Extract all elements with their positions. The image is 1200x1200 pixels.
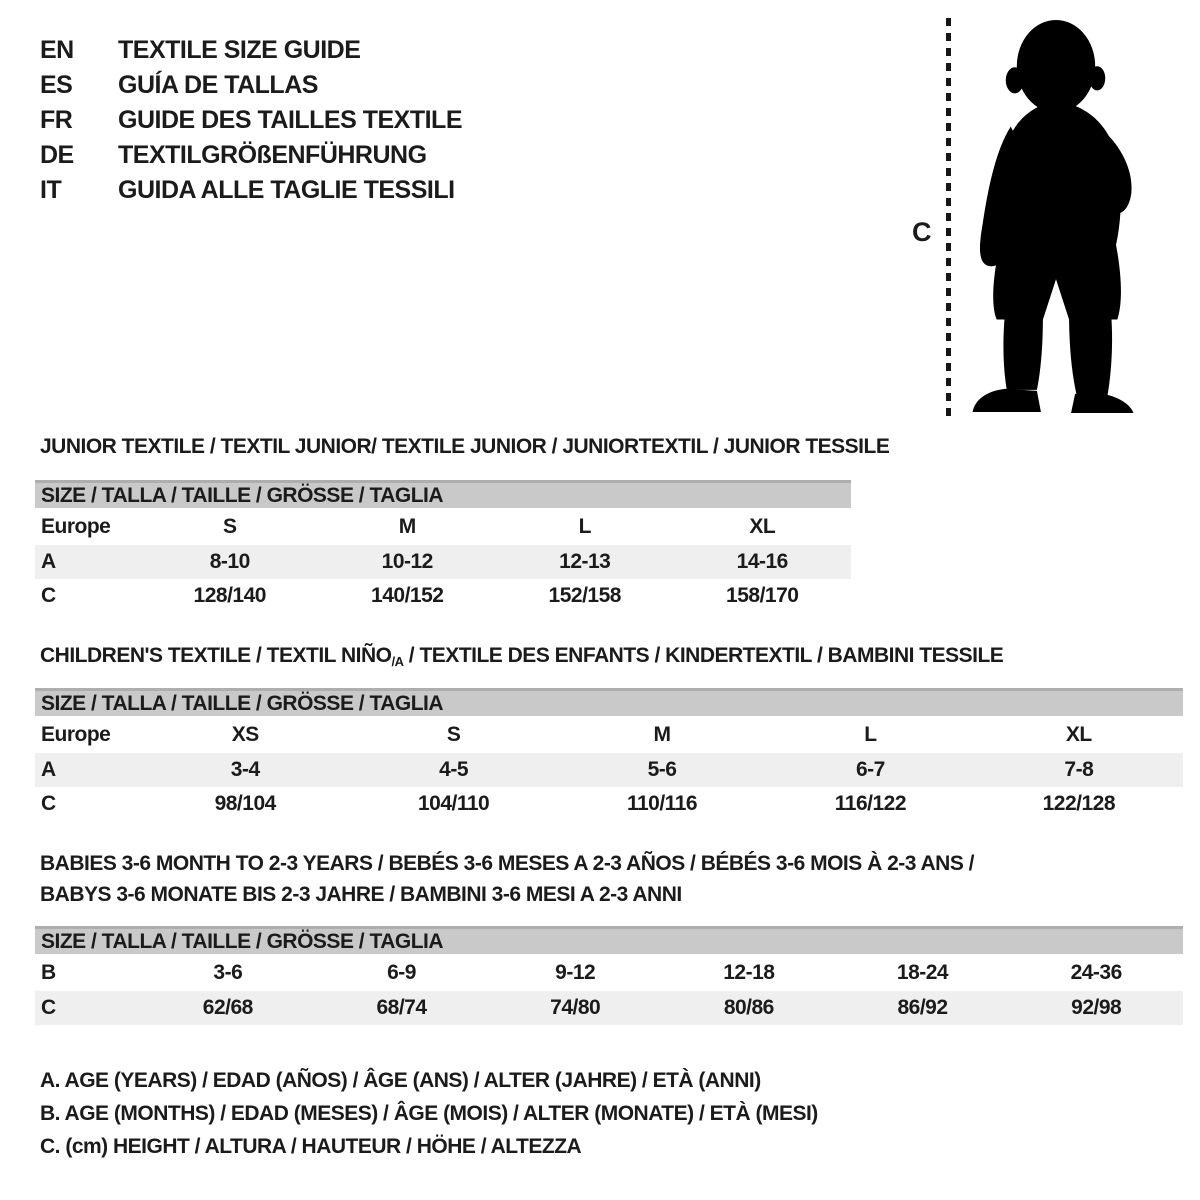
table-cell: 8-10 — [209, 550, 250, 573]
children-section-title — [40, 640, 1003, 677]
footnote-age-months: B. AGE (MONTHS) / EDAD (MESES) / ÂGE (MOIS) / ALTER (MONATE) / ETÀ (MESI) — [40, 1102, 818, 1125]
size-header-bar: SIZE / TALLA / TAILLE / GRÖSSE / TAGLIA — [35, 926, 1183, 954]
row-label: A — [41, 758, 56, 781]
table-cell: 5-6 — [647, 758, 677, 781]
lang-code: DE — [40, 141, 74, 169]
table-row-height — [35, 787, 1183, 821]
table-cell: L — [578, 514, 591, 538]
table-cell: XL — [1065, 722, 1092, 746]
table-cell: XL — [749, 514, 776, 538]
table-cell: 7-8 — [1064, 758, 1094, 781]
table-cell: S — [222, 514, 237, 538]
table-cell: 62/68 — [202, 996, 253, 1019]
table-cell: 74/80 — [550, 996, 601, 1019]
footnotes — [40, 1064, 818, 1163]
children-title-subscript: /A — [391, 654, 404, 669]
guide-title-de: TEXTILGRÖßENFÜHRUNG — [118, 141, 427, 169]
table-cell: 6-9 — [387, 960, 416, 984]
table-cell: 6-7 — [855, 758, 885, 781]
children-title-suffix: / TEXTILE DES ENFANTS / KINDERTEXTIL / BAMBINI TESSILE — [403, 644, 1004, 667]
table-cell: M — [653, 722, 671, 746]
lang-row-de — [40, 138, 462, 173]
table-cell: 110/116 — [626, 792, 698, 815]
guide-title-it: GUIDA ALLE TAGLIE TESSILI — [118, 176, 455, 204]
table-cell: 140/152 — [371, 584, 444, 607]
table-cell: 152/158 — [548, 584, 621, 607]
row-label: B — [41, 960, 56, 984]
table-cell: L — [864, 722, 877, 746]
row-label: Europe — [41, 722, 111, 746]
lang-code: EN — [40, 36, 74, 64]
table-cell: 3-6 — [213, 960, 243, 984]
table-cell: 24-36 — [1070, 960, 1122, 984]
lang-code: FR — [40, 106, 73, 134]
table-cell: 128/140 — [193, 584, 266, 607]
table-cell: 9-12 — [555, 960, 596, 984]
size-header-bar: SIZE / TALLA / TAILLE / GRÖSSE / TAGLIA — [35, 688, 1183, 716]
table-cell: 12-18 — [723, 960, 775, 984]
table-row-height — [35, 579, 851, 613]
size-header-bar: SIZE / TALLA / TAILLE / GRÖSSE / TAGLIA — [35, 480, 851, 508]
height-measure-label: C — [912, 217, 931, 247]
table-row-age — [35, 545, 851, 579]
table-cell: 104/110 — [417, 792, 490, 815]
table-cell: XS — [231, 722, 259, 746]
babies-size-table — [35, 926, 1183, 1025]
table-cell: 68/74 — [376, 996, 427, 1019]
lang-row-fr — [40, 103, 462, 138]
table-cell: 116/122 — [834, 792, 907, 815]
children-size-table — [35, 688, 1183, 821]
row-label: C — [41, 584, 56, 607]
guide-title-en: TEXTILE SIZE GUIDE — [118, 36, 361, 64]
junior-size-table — [35, 480, 851, 613]
table-cell: 122/128 — [1042, 792, 1116, 815]
table-cell: 14-16 — [736, 550, 788, 573]
table-cell: 18-24 — [896, 960, 949, 984]
table-cell: 86/92 — [897, 996, 948, 1019]
table-row-europe — [35, 508, 851, 545]
guide-title-es: GUÍA DE TALLAS — [118, 71, 318, 99]
lang-code: IT — [40, 176, 62, 204]
guide-title-fr: GUIDE DES TAILLES TEXTILE — [118, 106, 463, 134]
language-title-list — [40, 33, 462, 208]
lang-row-it — [40, 173, 462, 208]
table-cell: 4-5 — [439, 758, 469, 781]
footnote-age-years: A. AGE (YEARS) / EDAD (AÑOS) / ÂGE (ANS) / ALTER (JAHRE) / ETÀ (ANNI) — [40, 1069, 761, 1092]
junior-section-title: JUNIOR TEXTILE / TEXTIL JUNIOR/ TEXTILE JUNIOR / JUNIORTEXTIL / JUNIOR TESSILE — [40, 435, 890, 458]
table-cell: 3-4 — [230, 758, 260, 781]
row-label: Europe — [41, 514, 111, 538]
table-row-europe — [35, 716, 1183, 753]
table-cell: M — [398, 514, 416, 538]
lang-row-es — [40, 68, 462, 103]
footnote-height-cm: C. (cm) HEIGHT / ALTURA / HAUTEUR / HÖHE / ALTEZZA — [40, 1135, 582, 1158]
babies-title-line1: BABIES 3-6 MONTH TO 2-3 YEARS / BEBÉS 3-6 MESES A 2-3 AÑOS / BÉBÉS 3-6 MOIS À 2-3 ANS / — [40, 852, 975, 875]
lang-code: ES — [40, 71, 73, 99]
row-label: A — [41, 550, 56, 573]
babies-title-line2: BABYS 3-6 MONATE BIS 2-3 JAHRE / BAMBINI 3-6 MESI A 2-3 ANNI — [40, 883, 682, 906]
height-dashed-line — [946, 18, 951, 416]
toddler-silhouette-image — [960, 18, 1152, 420]
table-cell: 12-13 — [559, 550, 611, 573]
lang-row-en — [40, 33, 462, 68]
table-row-age — [35, 753, 1183, 787]
table-row-months — [35, 954, 1183, 991]
table-cell: 10-12 — [381, 550, 433, 573]
table-cell: S — [446, 722, 461, 746]
table-cell: 98/104 — [214, 792, 276, 815]
height-measure-figure — [900, 0, 1200, 430]
table-cell: 80/86 — [723, 996, 774, 1019]
table-cell: 92/98 — [1071, 996, 1122, 1019]
children-title-prefix: CHILDREN'S TEXTILE / TEXTIL NIÑO — [40, 644, 392, 667]
babies-section-title — [40, 848, 974, 910]
row-label: C — [41, 792, 56, 815]
row-label: C — [41, 996, 56, 1019]
table-cell: 158/170 — [726, 584, 799, 607]
table-row-height — [35, 991, 1183, 1025]
